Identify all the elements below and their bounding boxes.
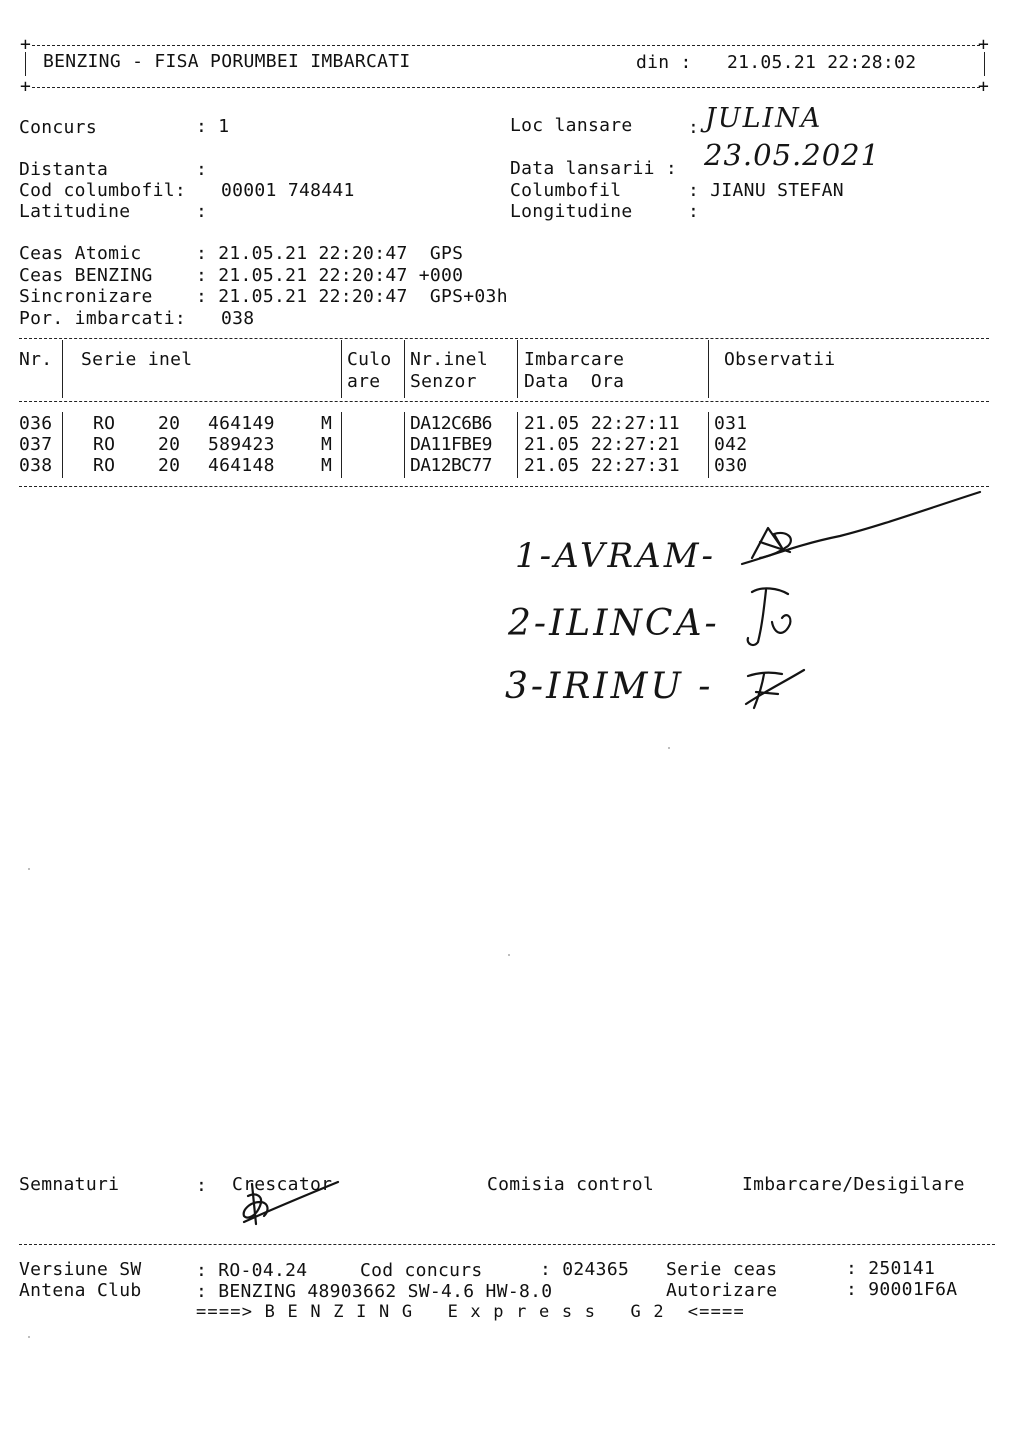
cell-ring: 464148 [208, 455, 275, 476]
cell-datetime: 21.05 22:27:11 [524, 413, 680, 434]
ceas-benzing-value: : 21.05.21 22:20:47 +000 [196, 265, 464, 286]
header-bottom-border [32, 87, 980, 88]
th-imbarcare: Imbarcare [524, 349, 625, 370]
latitudine-value: : [196, 201, 208, 222]
col-sep-1b [62, 412, 63, 478]
scan-speck [28, 868, 30, 870]
cod-concurs-value: : 024365 [540, 1259, 630, 1280]
loc-lansare-colon: : [688, 117, 700, 138]
latitudine-label: Latitudine [19, 201, 131, 222]
concurs-label: Concurs [19, 117, 97, 138]
th-data-ora: Data Ora [524, 371, 625, 392]
header-right-border [984, 52, 985, 76]
autorizare-value: : 90001F6A [846, 1279, 958, 1300]
col-sep-3b [404, 412, 405, 478]
col-sep-5b [708, 412, 709, 478]
cell-country: RO [93, 413, 116, 434]
signature-stroke-1 [730, 486, 990, 576]
loc-lansare-value: JULINA [705, 103, 823, 134]
cell-country: RO [93, 455, 116, 476]
comisia-control-label: Comisia control [487, 1174, 655, 1195]
por-imbarcati-value: 038 [221, 308, 255, 329]
scan-speck [668, 747, 670, 749]
cell-ring: 464149 [208, 413, 275, 434]
signature-stroke-3 [740, 664, 810, 714]
th-observatii: Observatii [724, 349, 836, 370]
col-sep-4 [517, 340, 518, 398]
cell-nr: 037 [19, 434, 53, 455]
cell-sensor: DA12C6B6 [410, 413, 492, 434]
th-serie-inel: Serie inel [81, 349, 193, 370]
por-imbarcati-label: Por. imbarcati: [19, 308, 187, 329]
crescator-label: Crescator [232, 1174, 333, 1195]
cell-datetime: 21.05 22:27:31 [524, 455, 680, 476]
longitudine-label: Longitudine [510, 201, 633, 222]
signature-stroke-2 [738, 582, 798, 652]
cell-sensor: DA12BC77 [410, 455, 492, 476]
cell-sex: M [321, 455, 333, 476]
handwritten-note-1: 1-AVRAM- [515, 536, 716, 576]
cell-datetime: 21.05 22:27:21 [524, 434, 680, 455]
ceas-benzing-label: Ceas BENZING [19, 265, 153, 286]
table-top-border [19, 338, 989, 339]
cell-year: 20 [158, 434, 181, 455]
ceas-atomic-value: : 21.05.21 22:20:47 GPS [196, 243, 464, 264]
cell-sensor: DA11FBE9 [410, 434, 492, 455]
data-lansarii-value: 23.05.2021 [704, 138, 881, 172]
cell-sex: M [321, 434, 333, 455]
sincronizare-value: : 21.05.21 22:20:47 GPS+03h [196, 286, 508, 307]
th-are: are [347, 371, 381, 392]
header-title: BENZING - FISA PORUMBEI IMBARCATI [43, 51, 411, 72]
cell-year: 20 [158, 413, 181, 434]
cod-concurs-label: Cod concurs [360, 1260, 483, 1281]
th-senzor: Senzor [410, 371, 477, 392]
cell-year: 20 [158, 455, 181, 476]
serie-ceas-label: Serie ceas [666, 1259, 778, 1280]
scan-speck [508, 954, 510, 956]
distanta-label: Distanta [19, 159, 109, 180]
table-header-bottom-border [19, 401, 989, 402]
sincronizare-label: Sincronizare [19, 286, 153, 307]
semnaturi-colon: : [196, 1175, 208, 1196]
cell-obs: 030 [714, 455, 748, 476]
benzing-express-banner: ====> B E N Z I N G E x p r e s s G 2 <==== [196, 1302, 745, 1322]
autorizare-label: Autorizare [666, 1280, 778, 1301]
distanta-value: : [196, 159, 208, 180]
th-nr: Nr. [19, 349, 53, 370]
semnaturi-label: Semnaturi [19, 1174, 120, 1195]
th-culo: Culo [347, 349, 392, 370]
col-sep-3 [404, 340, 405, 398]
header-din-value: 21.05.21 22:28:02 [727, 52, 917, 73]
header-left-border [25, 52, 26, 76]
crescator-signature [230, 1176, 350, 1228]
cell-obs: 031 [714, 413, 748, 434]
col-sep-4b [517, 412, 518, 478]
loc-lansare-label: Loc lansare [510, 115, 633, 136]
columbofil-value: : JIANU STEFAN [688, 180, 844, 201]
antena-club-label: Antena Club [19, 1280, 142, 1301]
versiune-sw-value: : RO-04.24 [196, 1260, 308, 1281]
header-corner-bl: + [20, 76, 32, 97]
header-corner-br: + [978, 76, 990, 97]
cod-columbofil-value: 00001 748441 [221, 180, 355, 201]
data-lansarii-label: Data lansarii : [510, 158, 678, 179]
cell-country: RO [93, 434, 116, 455]
cell-nr: 036 [19, 413, 53, 434]
longitudine-value: : [688, 201, 700, 222]
cell-sex: M [321, 413, 333, 434]
header-corner-tr: + [978, 34, 990, 55]
concurs-value: : 1 [196, 116, 230, 137]
handwritten-note-3: 3-IRIMU - [505, 666, 714, 707]
scan-speck [28, 1336, 30, 1338]
columbofil-label: Columbofil [510, 180, 622, 201]
ceas-atomic-label: Ceas Atomic [19, 243, 142, 264]
th-nr-inel: Nr.inel [410, 349, 488, 370]
footer-top-border [19, 1244, 995, 1245]
col-sep-2 [341, 340, 342, 398]
col-sep-1 [62, 340, 63, 398]
cell-nr: 038 [19, 455, 53, 476]
serie-ceas-value: : 250141 [846, 1258, 936, 1279]
handwritten-note-2: 2-ILINCA- [508, 603, 720, 644]
col-sep-2b [341, 412, 342, 478]
col-sep-5 [708, 340, 709, 398]
header-din-label: din : [636, 52, 692, 73]
cod-columbofil-label: Cod columbofil: [19, 180, 187, 201]
cell-obs: 042 [714, 434, 748, 455]
cell-ring: 589423 [208, 434, 275, 455]
imbarcare-desigilare-label: Imbarcare/Desigilare [742, 1174, 965, 1195]
header-top-border [32, 45, 980, 46]
antena-club-value: : BENZING 48903662 SW-4.6 HW-8.0 [196, 1281, 553, 1302]
header-corner-tl: + [20, 34, 32, 55]
versiune-sw-label: Versiune SW [19, 1259, 142, 1280]
